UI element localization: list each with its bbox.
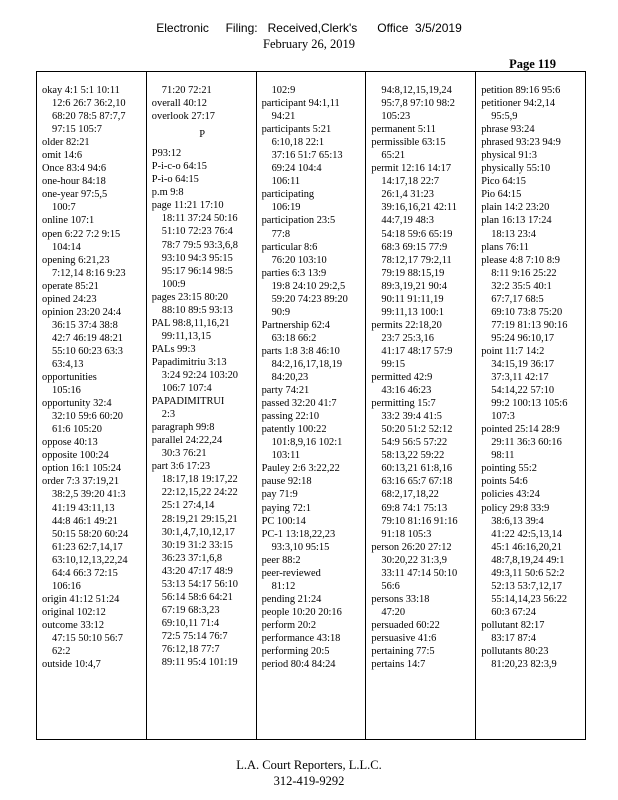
index-entry-line: 89:11 95:4 101:19 (161, 657, 238, 669)
index-column-5 (476, 72, 585, 739)
index-entry-line: 61:23 62:7,14,17 (52, 541, 123, 553)
index-entry-line: 99:11,13,15 (161, 330, 212, 342)
index-entry-line: 79:10 81:16 91:16 (381, 515, 458, 527)
index-entry-line: pay 71:9 (261, 489, 298, 501)
index-entry-line: 7:12,14 8:16 9:23 (52, 267, 126, 279)
index-entry-line: 43:16 46:23 (381, 385, 432, 397)
index-entry-line: 53:13 54:17 56:10 (161, 578, 238, 590)
index-entry-line: 89:3,19,21 90:4 (381, 280, 447, 292)
index-entry-line: persuasive 41:6 (371, 632, 437, 644)
index-entry-line: 95:7,8 97:10 98:2 (381, 98, 455, 110)
index-entry-line: 71:20 72:21 (161, 85, 212, 96)
index-entry-line: 52:13 53:7,12,17 (491, 580, 562, 592)
index-column-3 (257, 72, 367, 739)
index-entry-line: 94:21 (271, 111, 296, 123)
index-entry-line: 55:10 60:23 63:3 (52, 345, 124, 357)
index-entry-line: 98:11 (491, 450, 515, 462)
index-entry-line: 51:10 72:23 76:4 (161, 226, 233, 238)
index-entry-line: 94:8,12,15,19,24 (381, 85, 452, 96)
index-entry-line: 68:2,17,18,22 (381, 489, 439, 501)
index-entry-line: 25:1 27:4,14 (161, 500, 215, 512)
index-entry-line: performance 43:18 (261, 632, 341, 644)
index-entry-line: participating (261, 189, 315, 201)
index-entry-line: 36:15 37:4 38:8 (52, 319, 118, 331)
index-entry-line: 95:24 96:10,17 (491, 332, 555, 344)
index-entry-line: peer 88:2 (261, 554, 301, 566)
index-entry-line: 32:10 59:6 60:20 (52, 411, 124, 423)
index-entry-line: 18:13 23:4 (491, 228, 536, 240)
index-entry-line: passed 32:20 41:7 (261, 398, 337, 410)
index-entry-line: 45:1 46:16,20,21 (491, 541, 562, 553)
index-entry-line: passing 22:10 (261, 411, 320, 423)
index-entry-line: 54:14,22 57:10 (491, 385, 555, 397)
index-entry-line: 68:20 78:5 87:7,7 (52, 111, 126, 123)
index-entry-line: 14:17,18 22:7 (381, 176, 440, 188)
index-entry-line: 77:19 81:13 90:16 (491, 319, 568, 331)
index-entry-line: oppose 40:13 (42, 437, 98, 449)
index-entry-line: 69:10 73:8 75:20 (491, 306, 563, 318)
index-entry-line: 37:16 51:7 65:13 (271, 150, 343, 162)
index-entry-line: permit 12:16 14:17 (371, 163, 452, 175)
index-entry-line: 67:19 68:3,23 (161, 604, 220, 616)
index-entry-line: pointed 25:14 28:9 (481, 424, 560, 436)
index-entry-line: paragraph 99:8 (151, 422, 215, 434)
index-entry-line: PC-1 13:18,22,23 (261, 528, 336, 540)
index-entry-line: order 7:3 37:19,21 (42, 476, 120, 488)
index-entry-line: person 26:20 27:12 (371, 541, 452, 553)
index-entry-line: 81:20,23 82:3,9 (491, 659, 557, 671)
index-entry-line: 30:19 31:2 33:15 (161, 539, 233, 551)
index-column-2 (147, 72, 257, 739)
index-entry-line: 84:20,23 (271, 372, 309, 384)
index-entry-line: 37:3,11 42:17 (491, 372, 549, 384)
index-entry-line: overall 40:12 (151, 98, 207, 110)
index-entry-line: 76:12,18 77:7 (161, 643, 220, 655)
index-entry-line: omit 14:6 (42, 150, 83, 162)
index-entry-line: opportunities (42, 372, 97, 384)
index-entry-line: 36:23 37:1,6,8 (161, 552, 223, 564)
index-entry-line: participant 94:1,11 (261, 98, 340, 110)
index-entry-line: 99:15 (381, 358, 406, 370)
index-entry-line: 106:11 (271, 176, 301, 188)
index-entry-line: 59:20 74:23 89:20 (271, 293, 348, 305)
index-entry-line: Pio 64:15 (481, 189, 522, 201)
index-entry-line: PAPADIMITRUI (151, 396, 225, 408)
index-entry-line: permissible 63:15 (371, 137, 446, 149)
index-entry-line: 38:6,13 39:4 (491, 515, 544, 527)
index-entry-line: 63:18 66:2 (271, 332, 317, 344)
index-entry-line: 30:20,22 31:3,9 (381, 554, 447, 566)
index-entry-line: policy 29:8 33:9 (481, 502, 550, 514)
index-entry-line: 44:8 46:1 49:21 (52, 515, 118, 527)
index-entry-line: 6:10,18 22:1 (271, 137, 325, 149)
index-entry-line: participation 23:5 (261, 215, 336, 227)
index-entry-line: 3:24 92:24 103:20 (161, 369, 238, 381)
index-entry-line: performing 20:5 (261, 646, 330, 658)
index-entry-line: 67:7,17 68:5 (491, 293, 544, 305)
index-entry-line: one-hour 84:18 (42, 176, 106, 188)
index-entry-line: 68:3 69:15 77:9 (381, 241, 448, 253)
index-entry-line: PC 100:14 (261, 515, 306, 527)
index-entry-line: physically 55:10 (481, 163, 551, 175)
index-entry-line: Pico 64:15 (481, 176, 526, 188)
index-entry-line: paying 72:1 (261, 502, 311, 514)
index-entry-line: 41:17 48:17 57:9 (381, 345, 453, 357)
index-entry-line: 88:10 89:5 93:13 (161, 304, 233, 316)
index-entry-line: 30:3 76:21 (161, 448, 207, 460)
index-entry-line: 47:15 50:10 56:7 (52, 632, 124, 644)
index-entry-line: online 107:1 (42, 215, 95, 227)
index-table (36, 71, 586, 740)
index-entry-line: 44:7,19 48:3 (381, 215, 434, 227)
index-entry-line: 84:2,16,17,18,19 (271, 358, 343, 370)
index-entry-line: 29:11 36:3 60:16 (491, 437, 562, 449)
index-entry-line: pending 21:24 (261, 593, 322, 605)
index-entry-line: Partnership 62:4 (261, 319, 330, 331)
index-entry-line: 38:2,5 39:20 41:3 (52, 489, 126, 501)
index-entry-line: petition 89:16 95:6 (481, 85, 561, 96)
index-entry-line: 83:17 87:4 (491, 632, 536, 644)
page-number: Page 119 (509, 57, 556, 71)
index-entry-line: petitioner 94:2,14 (481, 98, 556, 110)
index-entry-line: permanent 5:11 (371, 124, 436, 136)
index-entry-line: 61:6 105:20 (52, 424, 102, 436)
index-entry-line: 106:7 107:4 (161, 383, 212, 395)
index-entry-line: 106:19 (271, 202, 301, 214)
index-entry-line: opposite 100:24 (42, 450, 109, 462)
index-entry-line: permitted 42:9 (371, 372, 433, 384)
index-entry-line: P-i-c-o 64:15 (151, 161, 207, 173)
index-entry-line: period 80:4 84:24 (261, 659, 336, 671)
index-entry-line: open 6:22 7:2 9:15 (42, 228, 121, 240)
index-entry-line: operate 85:21 (42, 280, 99, 292)
index-entry-line: peer-reviewed (261, 567, 321, 579)
index-entry-line: party 74:21 (261, 385, 310, 397)
index-entry-line: 33:11 47:14 50:10 (381, 567, 458, 579)
index-entry-line: opined 24:23 (42, 293, 97, 305)
index-entry-line: 54:9 56:5 57:22 (381, 437, 448, 449)
index-entry-line: plan 16:13 17:24 (481, 215, 552, 227)
index-entry-line: participants 5:21 (261, 124, 332, 136)
index-entry-line: 95:17 96:14 98:5 (161, 265, 233, 277)
index-entry-line: pertains 14:7 (371, 659, 426, 671)
index-entry-line: 30:1,4,7,10,12,17 (161, 526, 235, 538)
index-entry-line: 41:22 42:5,13,14 (491, 528, 562, 540)
index-entry-line: 77:8 (271, 228, 291, 240)
index-entry-line: perform 20:2 (261, 619, 317, 631)
index-entry-line: 101:8,9,16 102:1 (271, 437, 343, 449)
index-entry-line: 79:19 88:15,19 (381, 267, 445, 279)
footer-company: L.A. Court Reporters, L.L.C. (236, 758, 382, 772)
index-entry-line: opportunity 32:4 (42, 398, 112, 410)
index-entry-line: 26:1,4 31:23 (381, 189, 434, 201)
index-entry-line: 91:18 105:3 (381, 528, 432, 540)
index-entry-line: one-year 97:5,5 (42, 189, 108, 201)
index-entry-line: phrase 93:24 (481, 124, 535, 136)
index-entry-line: Pauley 2:6 3:22,22 (261, 463, 340, 475)
index-entry-line: pages 23:15 80:20 (151, 291, 228, 303)
index-column-4 (366, 72, 476, 739)
index-entry-line: point 11:7 14:2 (481, 345, 545, 357)
index-entry-line: older 82:21 (42, 137, 90, 149)
index-entry-line: policies 43:24 (481, 489, 540, 501)
index-entry-line: 55:14,14,23 56:22 (491, 593, 568, 605)
index-entry-line: 28:19,21 29:15,21 (161, 513, 238, 525)
index-entry-line: 12:6 26:7 36:2,10 (52, 98, 126, 110)
section-letter-heading: P (199, 129, 206, 141)
index-entry-line: 22:12,15,22 24:22 (161, 487, 238, 499)
index-entry-line: original 102:12 (42, 606, 106, 618)
index-entry-line: parallel 24:22,24 (151, 435, 223, 447)
index-entry-line: Once 83:4 94:6 (42, 163, 107, 175)
index-entry-line: 104:14 (52, 241, 81, 253)
index-entry-line: 18:17,18 19:17,22 (161, 474, 238, 486)
index-entry-line: parts 1:8 3:8 46:10 (261, 345, 340, 357)
index-entry-line: 32:2 35:5 40:1 (491, 280, 552, 292)
index-entry-line: pointing 55:2 (481, 463, 537, 475)
index-entry-line: 99:2 100:13 105:6 (491, 398, 568, 410)
index-entry-line: P93:12 (151, 148, 182, 160)
index-entry-line: PAL 98:8,11,16,21 (151, 317, 230, 329)
filing-date: February 26, 2019 (263, 37, 355, 51)
index-entry-line: 49:3,11 50:6 52:2 (491, 567, 565, 579)
index-entry-line: 48:7,8,19,24 49:1 (491, 554, 565, 566)
index-entry-line: permits 22:18,20 (371, 319, 442, 331)
index-entry-line: please 4:8 7:10 8:9 (481, 254, 560, 266)
index-entry-line: 8:11 9:16 25:22 (491, 267, 557, 279)
index-entry-line: opening 6:21,23 (42, 254, 110, 266)
index-entry-line: 50:15 58:20 60:24 (52, 528, 129, 540)
index-entry-line: people 10:20 20:16 (261, 606, 342, 618)
index-entry-line: 97:15 105:7 (52, 124, 102, 136)
index-entry-line: page 11:21 17:10 (151, 200, 224, 212)
index-entry-line: 76:20 103:10 (271, 254, 327, 266)
index-entry-line: part 3:6 17:23 (151, 461, 211, 473)
index-entry-line: 56:14 58:6 64:21 (161, 591, 233, 603)
index-entry-line: 78:7 79:5 93:3,6,8 (161, 239, 238, 251)
index-entry-line: 23:7 25:3,16 (381, 332, 434, 344)
index-entry-line: 102:9 (271, 85, 296, 96)
index-entry-line: 69:10,11 71:4 (161, 617, 220, 629)
index-entry-line: parties 6:3 13:9 (261, 267, 327, 279)
index-entry-line: 47:20 (381, 606, 406, 618)
index-entry-line: 72:5 75:14 76:7 (161, 630, 228, 642)
index-entry-line: 19:8 24:10 29:2,5 (271, 280, 346, 292)
index-entry-line: 105:16 (52, 385, 81, 397)
index-entry-line: PALs 99:3 (151, 343, 196, 355)
index-entry-line: 41:19 43:11,13 (52, 502, 115, 514)
index-entry-line: 90:9 (271, 306, 291, 318)
index-entry-line: plans 76:11 (481, 241, 530, 253)
index-entry-line: 95:5,9 (491, 111, 518, 123)
index-entry-line: 81:12 (271, 580, 296, 592)
index-entry-line: 60:3 67:24 (491, 606, 536, 618)
index-entry-line: 69:24 104:4 (271, 163, 322, 175)
index-entry-line: 69:8 74:1 75:13 (381, 502, 448, 514)
index-entry-line: 63:10,12,13,22,24 (52, 554, 128, 566)
index-entry-line: patently 100:22 (261, 424, 327, 436)
index-entry-line: Papadimitriu 3:13 (151, 356, 227, 368)
footer-phone: 312-419-9292 (273, 774, 345, 788)
index-entry-line: 63:16 65:7 67:18 (381, 476, 453, 488)
index-entry-line: 43:20 47:17 48:9 (161, 565, 233, 577)
index-entry-line: 62:2 (52, 646, 71, 658)
index-entry-line: 93:3,10 95:15 (271, 541, 330, 553)
index-entry-line: pause 92:18 (261, 476, 312, 488)
index-entry-line: 60:13,21 61:8,16 (381, 463, 453, 475)
index-column-1 (37, 72, 147, 739)
index-entry-line: particular 8:6 (261, 241, 318, 253)
index-entry-line: opinion 23:20 24:4 (42, 306, 122, 318)
index-entry-line: 56:6 (381, 580, 400, 592)
index-entry-line: 93:10 94:3 95:15 (161, 252, 233, 264)
index-entry-line: pertaining 77:5 (371, 646, 435, 658)
index-entry-line: p.m 9:8 (151, 187, 184, 199)
index-entry-line: pollutant 82:17 (481, 619, 545, 631)
index-entry-line: 106:16 (52, 580, 81, 592)
filing-stamp-line: Electronic Filing: Received,Clerk's Office 3/5/2019 (156, 21, 462, 35)
index-entry-line: 42:7 46:19 48:21 (52, 332, 124, 344)
index-entry-line: overlook 27:17 (151, 111, 215, 123)
index-entry-line: plain 14:2 23:20 (481, 202, 550, 214)
index-entry-line: 33:2 39:4 41:5 (381, 411, 443, 423)
index-entry-line: origin 41:12 51:24 (42, 593, 120, 605)
index-entry-line: 2:3 (161, 409, 176, 421)
index-entry-line: physical 91:3 (481, 150, 537, 162)
index-entry-line: 103:11 (271, 450, 301, 462)
index-entry-line: outcome 33:12 (42, 619, 105, 631)
index-entry-line: phrased 93:23 94:9 (481, 137, 561, 149)
index-entry-line: persons 33:18 (371, 593, 430, 605)
index-entry-line: 105:23 (381, 111, 411, 123)
index-entry-line: 63:4,13 (52, 358, 84, 370)
index-entry-line: 99:11,13 100:1 (381, 306, 444, 318)
index-entry-line: 34:15,19 36:17 (491, 358, 555, 370)
index-entry-line: 100:7 (52, 202, 76, 214)
index-entry-line: 90:11 91:11,19 (381, 293, 444, 305)
index-entry-line: 65:21 (381, 150, 406, 162)
index-entry-line: 50:20 51:2 52:12 (381, 424, 453, 436)
index-entry-line: 100:9 (161, 278, 186, 290)
index-entry-line: points 54:6 (481, 476, 528, 488)
index-entry-line: 39:16,16,21 42:11 (381, 202, 457, 214)
index-entry-line: 58:13,22 59:22 (381, 450, 445, 462)
index-entry-line: 64:4 66:3 72:15 (52, 567, 118, 579)
index-entry-line: pollutants 80:23 (481, 646, 549, 658)
index-entry-line: outside 10:4,7 (42, 659, 101, 671)
index-entry-line: option 16:1 105:24 (42, 463, 122, 475)
index-entry-line: permitting 15:7 (371, 398, 436, 410)
index-entry-line: 78:12,17 79:2,11 (381, 254, 452, 266)
index-entry-line: 18:11 37:24 50:16 (161, 213, 238, 225)
index-entry-line: persuaded 60:22 (371, 619, 440, 631)
index-entry-line: 54:18 59:6 65:19 (381, 228, 453, 240)
index-entry-line: 107:3 (491, 411, 515, 423)
index-entry-line: P-i-o 64:15 (151, 174, 199, 186)
index-entry-line: okay 4:1 5:1 10:11 (42, 85, 120, 96)
